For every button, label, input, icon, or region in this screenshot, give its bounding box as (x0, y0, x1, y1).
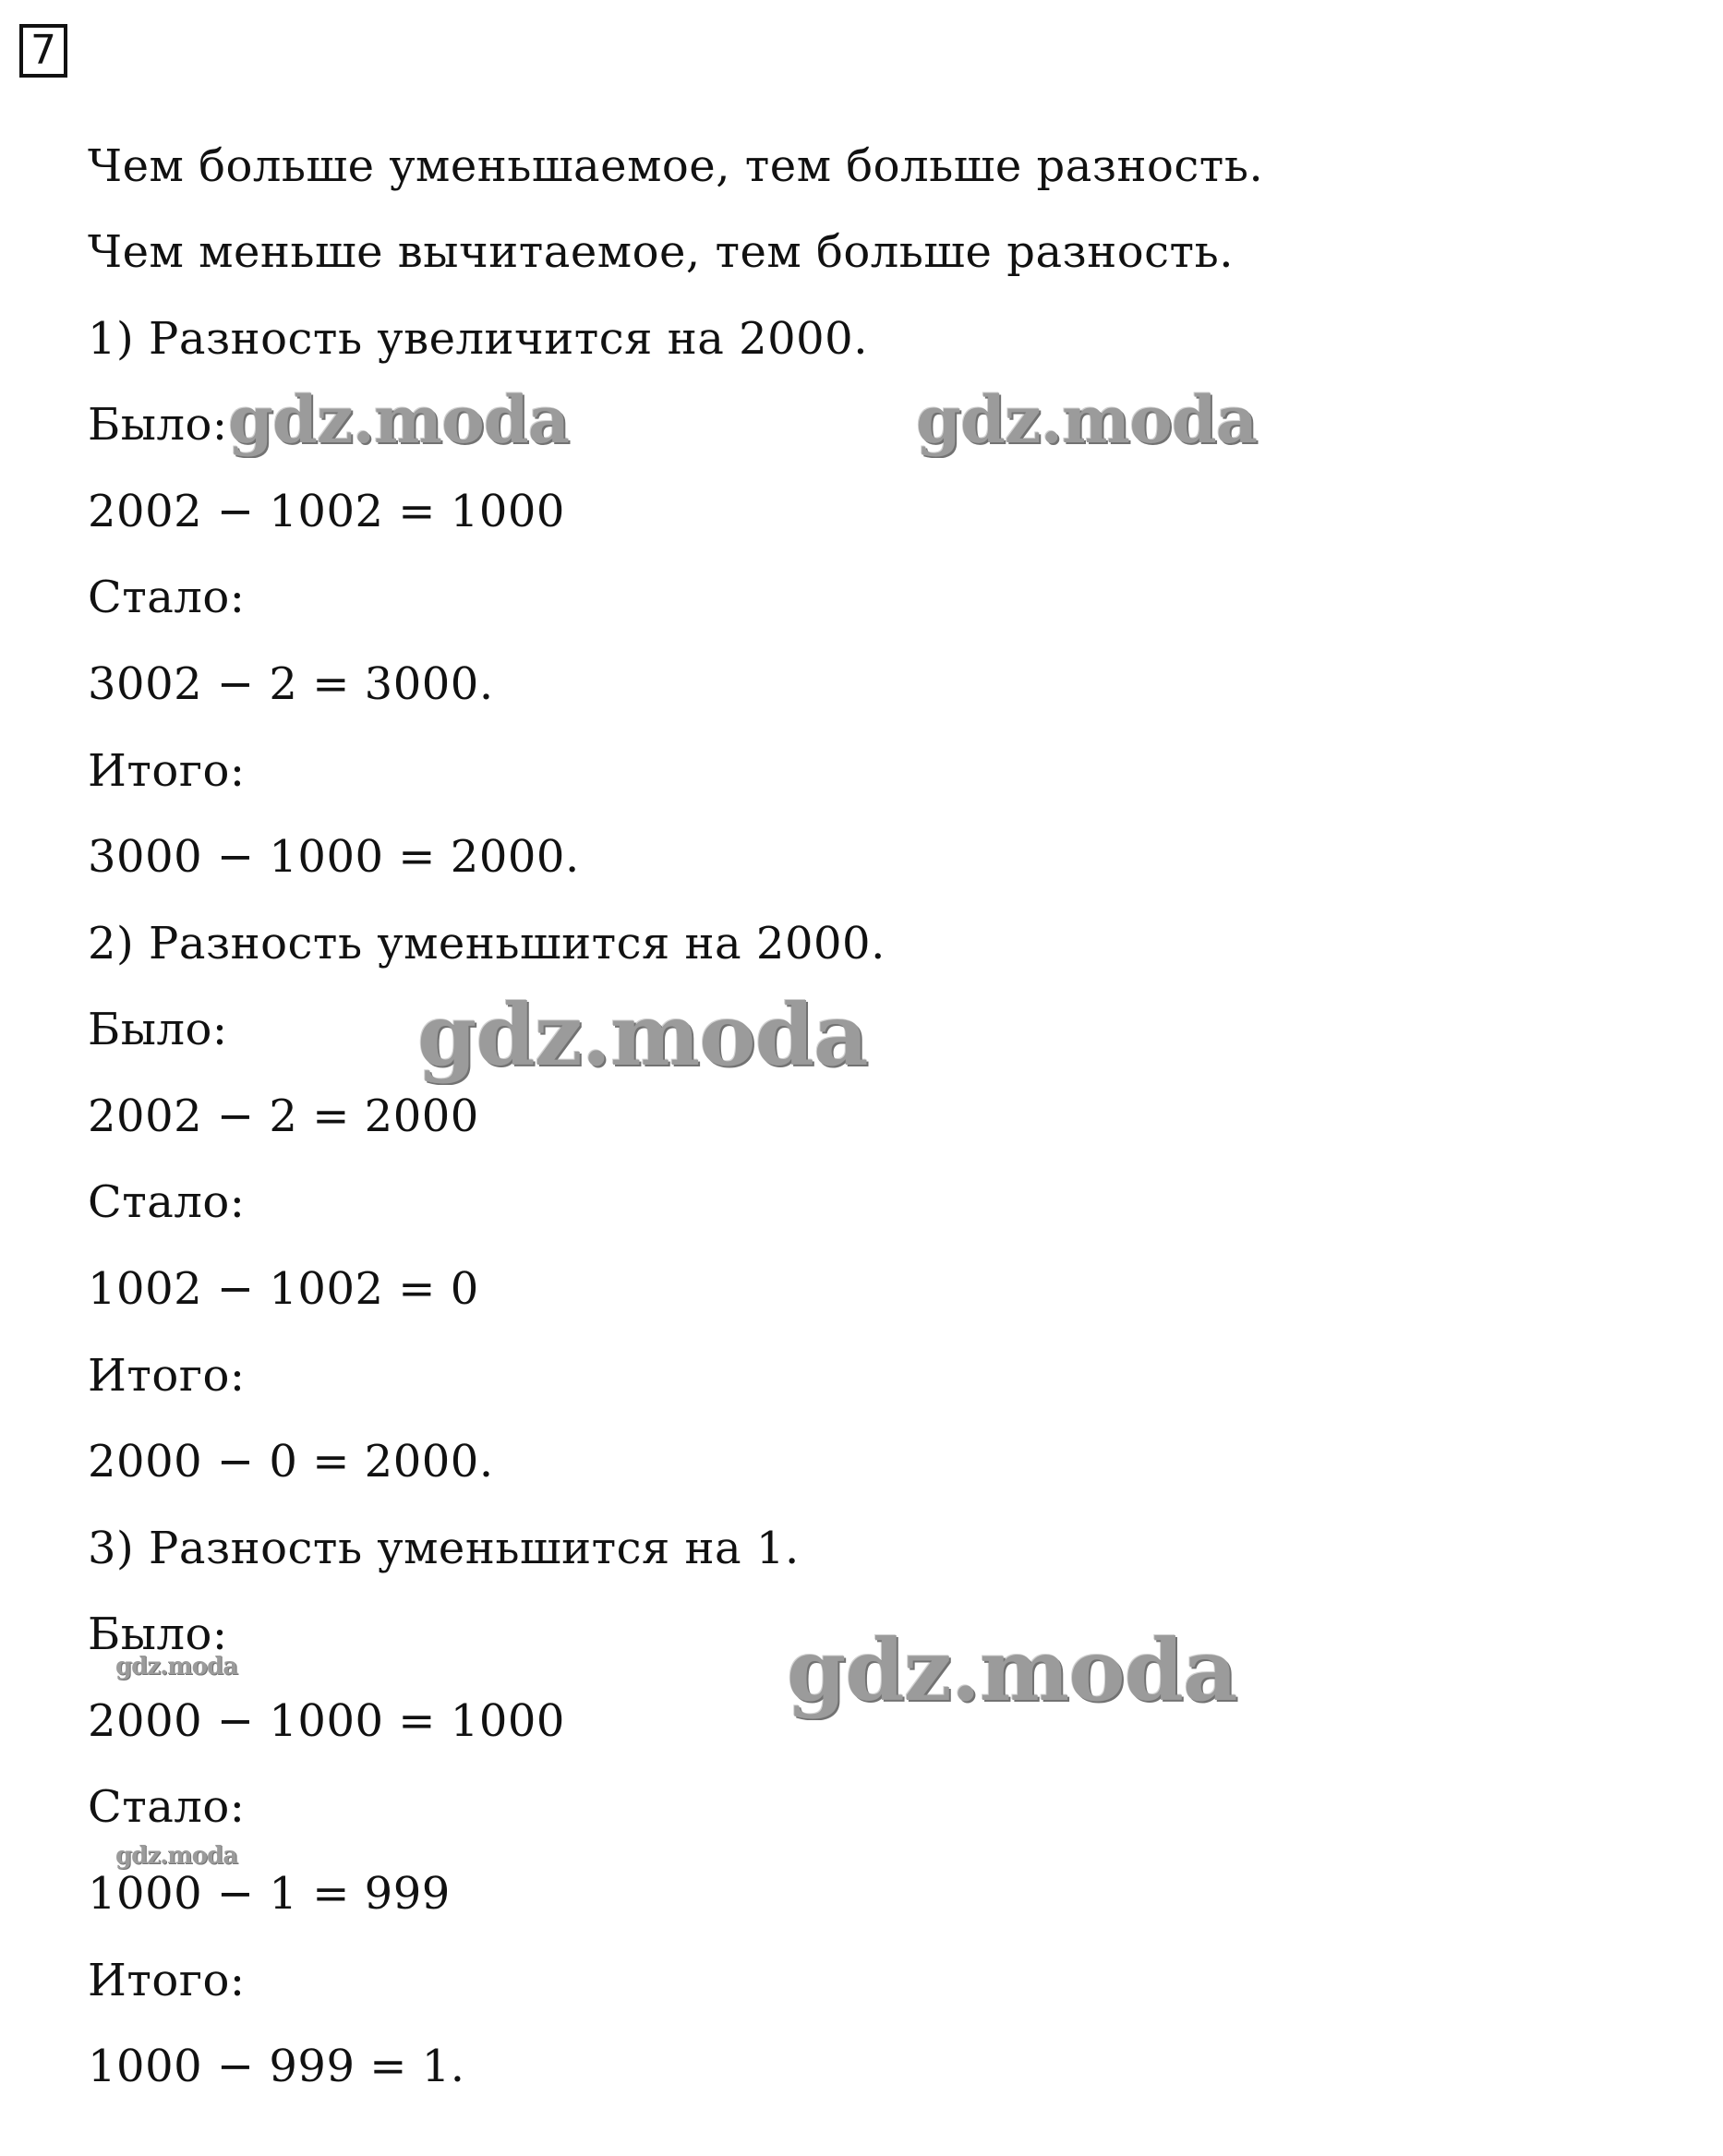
case-2-became-equation: 1002 − 1002 = 0 (88, 1263, 479, 1315)
task-number-box (19, 24, 67, 78)
case-3-was-equation: 2000 − 1000 = 1000 (88, 1695, 565, 1747)
case-3-was-label: Было: (88, 1608, 228, 1660)
case-3-heading: 3) Разность уменьшится на 1. (88, 1523, 800, 1574)
case-1-total-label: Итого: (88, 745, 246, 797)
watermark: gdz.moda (417, 985, 868, 1085)
case-2-total-equation: 2000 − 0 = 2000. (88, 1436, 494, 1488)
case-1-was-label: Было: (88, 399, 228, 451)
rule-subtrahend: Чем меньше вычитаемое, тем больше разность. (88, 226, 1234, 278)
case-1-became-label: Стало: (88, 572, 246, 623)
task-number: 7 (30, 27, 56, 74)
watermark: gdz.moda (228, 381, 570, 458)
case-2-was-label: Было: (88, 1004, 228, 1055)
case-1-became-equation: 3002 − 2 = 3000. (88, 658, 494, 710)
watermark: gdz.moda (787, 1620, 1237, 1720)
case-3-became-equation: 1000 − 1 = 999 (88, 1868, 451, 1920)
rule-minuend: Чем больше уменьшаемое, тем больше разность. (88, 140, 1264, 192)
watermark: gdz.moda (115, 1842, 238, 1870)
case-3-became-label: Стало: (88, 1781, 246, 1833)
case-1-was-equation: 2002 − 1002 = 1000 (88, 486, 565, 537)
case-2-became-label: Стало: (88, 1176, 246, 1228)
watermark: gdz.moda (916, 381, 1258, 458)
case-1-total-equation: 3000 − 1000 = 2000. (88, 831, 580, 883)
watermark: gdz.moda (115, 1653, 238, 1680)
case-3-total-label: Итого: (88, 1955, 246, 2006)
case-2-was-equation: 2002 − 2 = 2000 (88, 1090, 479, 1142)
case-2-heading: 2) Разность уменьшится на 2000. (88, 918, 886, 970)
case-3-total-equation: 1000 − 999 = 1. (88, 2041, 465, 2092)
case-1-heading: 1) Разность увеличится на 2000. (88, 313, 868, 365)
case-2-total-label: Итого: (88, 1350, 246, 1402)
